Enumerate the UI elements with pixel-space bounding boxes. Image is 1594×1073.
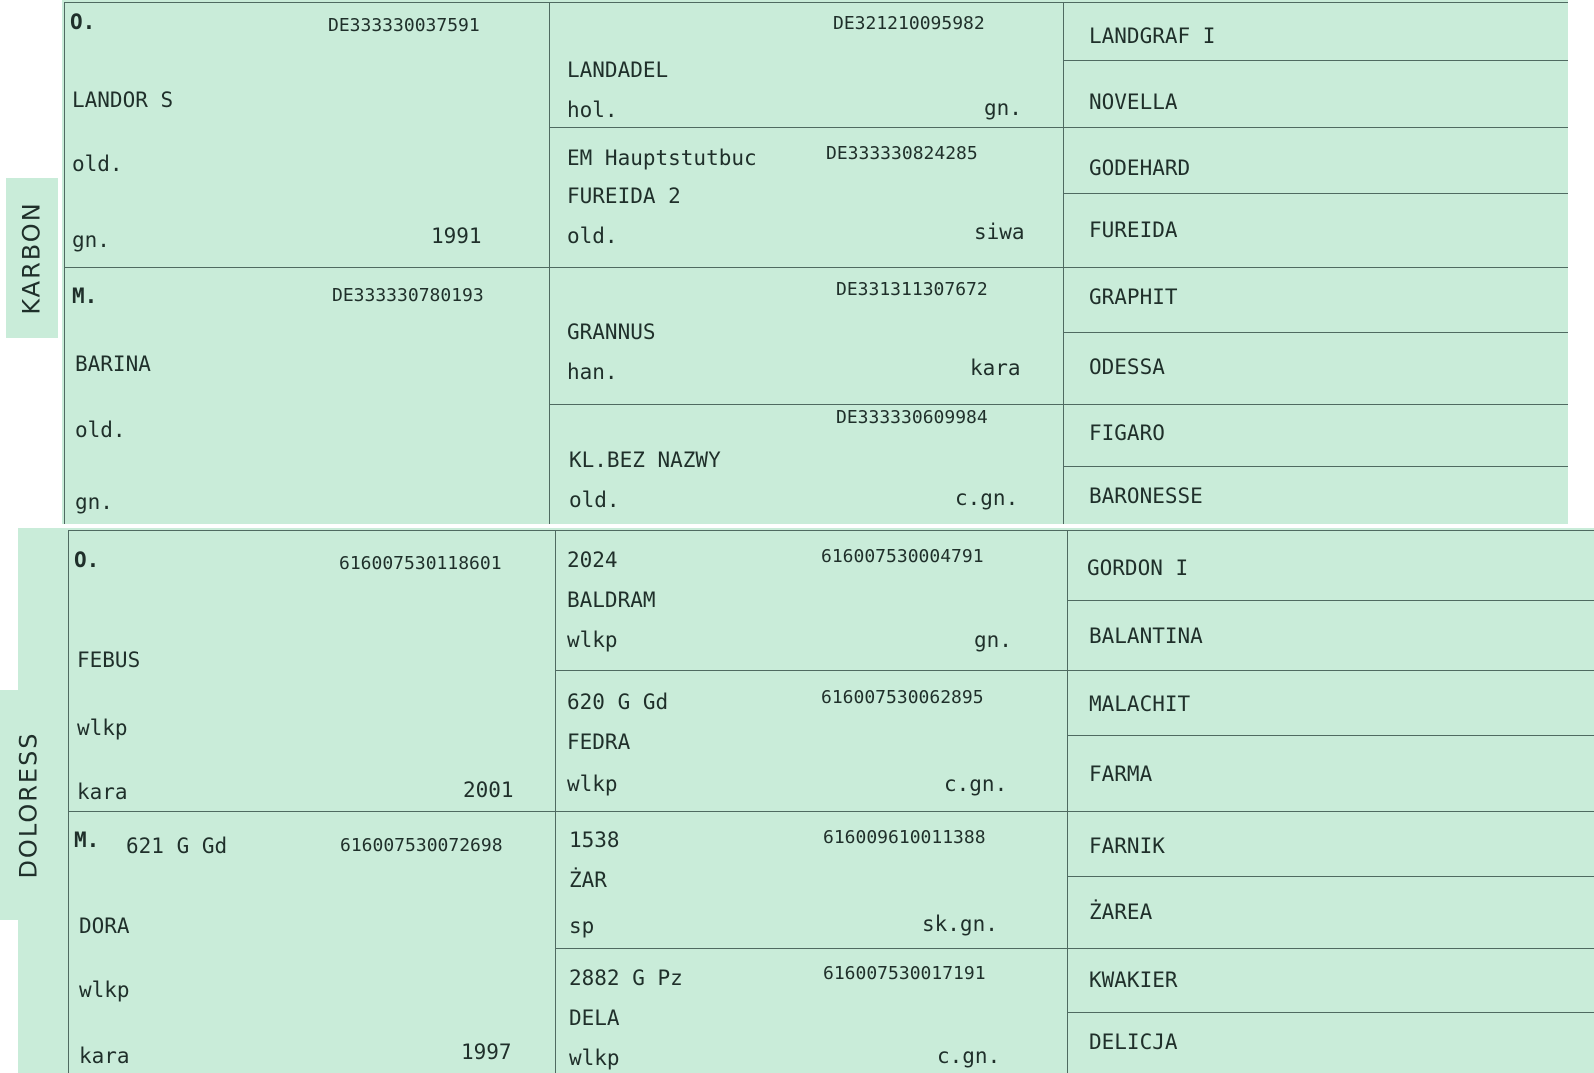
granddam-breed: wlkp (569, 1046, 620, 1070)
great-grandparent: BALANTINA (1089, 624, 1203, 648)
grandsire-name: BALDRAM (567, 588, 656, 612)
dam-marker: M. (74, 828, 100, 852)
granddam-breed: old. (569, 488, 620, 512)
granddam-color: c.gn. (937, 1044, 1001, 1068)
sire-color: gn. (72, 228, 110, 252)
grandsire-breed: hol. (567, 98, 618, 122)
dam-code: DE333330780193 (332, 285, 484, 306)
grandsire-color: gn. (974, 628, 1012, 652)
granddam-code: DE333330824285 (826, 143, 978, 164)
great-grandparent: FARNIK (1089, 834, 1165, 858)
grandsire-name: LANDADEL (567, 58, 669, 82)
grandsire-code: 616009610011388 (823, 827, 986, 848)
pedigree-card-doloress (18, 528, 1594, 1073)
sire-year: 1991 (431, 224, 482, 248)
dam-year: 1997 (461, 1040, 512, 1064)
grandsire-color: gn. (984, 96, 1022, 120)
great-grandparent: ŻAREA (1089, 900, 1153, 924)
great-grandparent: BARONESSE (1089, 484, 1203, 508)
great-grandparent: ODESSA (1089, 355, 1165, 379)
dam-number: 621 G Gd (126, 834, 228, 858)
granddam-code: 616007530062895 (821, 687, 984, 708)
great-grandparent: FUREIDA (1089, 218, 1178, 242)
horse-name: KARBON (18, 201, 47, 315)
sire-code: 616007530118601 (339, 553, 502, 574)
sire-name: FEBUS (77, 648, 141, 672)
grandsire-breed: han. (567, 360, 618, 384)
great-grandparent: NOVELLA (1089, 90, 1178, 114)
granddam-name: DELA (569, 1006, 620, 1030)
grandsire-breed: wlkp (567, 628, 618, 652)
great-grandparent: LANDGRAF I (1089, 24, 1216, 48)
grandsire-code: DE331311307672 (836, 279, 988, 300)
horse-name: DOLORESS (15, 731, 43, 879)
dam-name: BARINA (75, 352, 151, 376)
grandsire-name: GRANNUS (567, 320, 656, 344)
dam-name: DORA (79, 914, 130, 938)
sire-year: 2001 (463, 778, 514, 802)
granddam-code: 616007530017191 (823, 963, 986, 984)
great-grandparent: GODEHARD (1089, 156, 1191, 180)
great-grandparent: GORDON I (1087, 556, 1189, 580)
sire-marker: O. (70, 10, 96, 34)
great-grandparent: DELICJA (1089, 1030, 1178, 1054)
horse-name-label (6, 178, 58, 338)
granddam-number: EM Hauptstutbuc (567, 146, 757, 170)
grandsire-number: 2024 (567, 548, 618, 572)
sire-color: kara (77, 780, 128, 804)
granddam-breed: old. (567, 224, 618, 248)
granddam-breed: wlkp (567, 772, 618, 796)
sire-code: DE333330037591 (328, 15, 480, 36)
sire-breed: wlkp (77, 716, 128, 740)
granddam-color: siwa (974, 220, 1025, 244)
pedigree-card-karbon (62, 0, 1568, 524)
granddam-color: c.gn. (955, 486, 1019, 510)
sire-name: LANDOR S (72, 88, 174, 112)
great-grandparent: GRAPHIT (1089, 285, 1178, 309)
great-grandparent: MALACHIT (1089, 692, 1191, 716)
granddam-name: FEDRA (567, 730, 631, 754)
great-grandparent: FARMA (1089, 762, 1153, 786)
granddam-name: FUREIDA 2 (567, 184, 681, 208)
sire-breed: old. (72, 152, 123, 176)
dam-breed: wlkp (79, 978, 130, 1002)
great-grandparent: FIGARO (1089, 421, 1165, 445)
granddam-number: 2882 G Pz (569, 966, 683, 990)
great-grandparent: KWAKIER (1089, 968, 1178, 992)
granddam-number: 620 G Gd (567, 690, 669, 714)
granddam-color: c.gn. (944, 772, 1008, 796)
grandsire-color: sk.gn. (922, 912, 998, 936)
granddam-code: DE333330609984 (836, 407, 988, 428)
grandsire-color: kara (970, 356, 1021, 380)
sire-marker: O. (74, 548, 100, 572)
grandsire-name: ŻAR (569, 868, 607, 892)
grandsire-code: 616007530004791 (821, 546, 984, 567)
dam-color: kara (79, 1044, 130, 1068)
dam-breed: old. (75, 418, 126, 442)
horse-name-label (0, 690, 58, 920)
grandsire-breed: sp (569, 914, 595, 938)
grandsire-code: DE321210095982 (833, 13, 985, 34)
dam-code: 616007530072698 (340, 835, 503, 856)
dam-marker: M. (72, 284, 98, 308)
dam-color: gn. (75, 490, 113, 514)
granddam-name: KL.BEZ NAZWY (569, 448, 721, 472)
grandsire-number: 1538 (569, 828, 620, 852)
